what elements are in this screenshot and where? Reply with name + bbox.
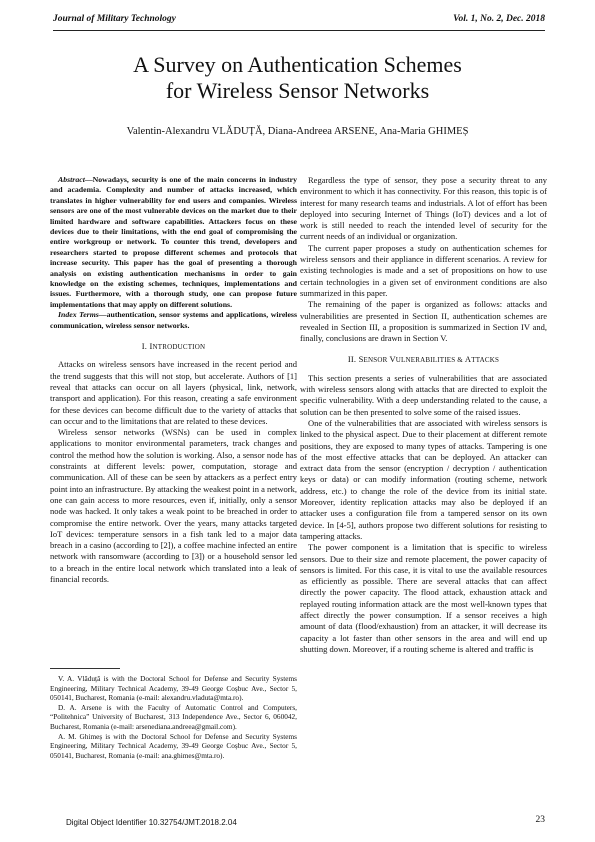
author-list: Valentin-Alexandru VLĂDUȚĂ, Diana-Andreea ARSENE, Ana-Maria GHIMEȘ	[126, 126, 469, 137]
intro-paragraph-2: Wireless sensor networks (WSNs) can be used in complex applications to monitor environmental parameters, track changes and control the method how the solution is working. Also, a sensor node has constraints at different levels: power, computation, storage and communication. All of these can be seen by attackers as a perfect entry point into an infrastructure. By attacking the weakest point in a network, one can gain access to more resources, even if, initially, only a sensor node was hacked. It only takes a weak point to be breached in order to compromise the entire network. Over the years, many attacks targeted IoT devices: temperature sensors in a fish tank led to a major data breach in a casino (according to [2]), a coffee machine infected an entire network with ransomware (according to [3]) or a household sensor led to a breach in the entire local network which translated into a leak of financial records.	[50, 427, 297, 585]
index-terms-text: —authentication, sensor systems and applications, wireless communication, wireless sensor networks.	[50, 310, 297, 330]
vuln-paragraph-3: The power component is a limitation that is specific to wireless sensors. Due to their size and remote placement, the power capacity of sensors is limited. For this case, it is vital to use the available resources as efficiently as possible. There are several attacks that can affect directly the power capacity. The flood attack, exhaustion attack and replayed routing information attack are the most well-known types that affect directly the power consumption. If a sensor receives a high amount of data (flood/exhaustion) from an attacker, it will decrease its capacity a lot faster than other sensors in the area and will end up shutting down. Moreover, if a routing scheme is altered and traffic is	[300, 542, 547, 654]
volume-info: Vol. 1, No. 2, Dec. 2018	[453, 14, 545, 24]
right-column	[300, 175, 547, 655]
footnote-2: D. A. Arsene is with the Faculty of Automatic Control and Computers, “Politehnica” University of Bucharest, 313 Independence Ave., Sector 6, 060042, Bucharest, Romania (e-mail: arsenediana.andreea@gmail.com).	[50, 702, 297, 731]
intro-paragraph-5: The remaining of the paper is organized as follows: attacks and vulnerabilities are presented in Section II, authentication schemes are revealed in Section III, a proposition is summarized in Section IV and, finally, conclusions are drawn in Section V.	[300, 299, 547, 344]
abstract-lead: Abstract	[58, 175, 85, 184]
abstract-text: —Nowadays, security is one of the main concerns in industry and academia. Complexity and number of attacks increased, which translates in higher vulnerability for end users and companies. Wireless sensors are one of the most vulnerable devices on the market due to their limited hardware and software capabilities. Attackers focus on these devices due to their limitations, with the end goal of compromising the entire workgroup or network. To counter this trend, developers and researchers started to propose different schemes and protocols that increase security. This paper has the goal of presenting a thorough analysis on existing authentication mechanisms in order to gain knowledge on the existing schemes, techniques, implementations and issues. Furthermore, with a thorough study, one can propose future implementations that may apply on different solutions.	[50, 175, 297, 309]
index-terms	[50, 310, 297, 331]
intro-paragraph-3: Regardless the type of sensor, they pose a security threat to any environment to which it has connectivity. For this reason, this topic is of interest for many research teams and industrials. A lot of effort has been deployed into securing Internet of Things (IoT) devices and a lot of work is still needed to reach the intended level of security for the current needs of an individual or organization.	[300, 175, 547, 242]
section-heading-vulnerabilities: II. SENSOR VULNERABILITIES & ATTACKS	[347, 354, 500, 365]
doi-footer: Digital Object Identifier 10.32754/JMT.2018.2.04	[66, 818, 237, 827]
intro-paragraph-1: Attacks on wireless sensors have increased in the recent period and the trend suggests that this will not stop, but accelerate. Authors of [1] reveal that attacks can occur on all layers (physical, link, network, transport and application). For this reason, creating a safe environment for these devices can become difficult due to the variety of attacks that can occur and to the limitations that are related to these devices.	[50, 359, 297, 426]
title-line-1: A Survey on Authentication Schemes	[133, 52, 462, 77]
footnote-1: V. A. Vlăduță is with the Doctoral School for Defense and Security Systems Engineering, Military Technical Academy, 39-49 George Coșbuc Ave., Sector 5, 050141, Bucharest, Romania (e-mail: alexandru.vladuta@mta.ro).	[50, 674, 297, 703]
footnote-rule	[50, 668, 120, 669]
left-column	[50, 175, 297, 585]
vuln-paragraph-2: One of the vulnerabilities that are associated with wireless sensors is linked to the physical aspect. Due to their placement at different remote positions, they are exposed to many types of attacks. Tampering is one of the most effective attacks that can be deployed. An attacker can extract data from the sensor (encryption / decryption / authentication keys or data) or can modify information (routing scheme, network address, etc.) to change the role of the device from its initial state. Moreover, identity replication attacks may also be deployed if an attacker uses a configuration file from a tampered sensor on its own device. In [4-5], authors propose two different solutions for resisting to tampering attacks.	[300, 417, 547, 541]
intro-paragraph-4: The current paper proposes a study on authentication schemes for wireless sensors and their appliance in different scenarios. A review for existing technologies is made and a set of propositions on how to use certain technologies in a given set of environment conditions are also summarized in this paper.	[300, 242, 547, 298]
author-footnotes	[50, 674, 297, 760]
page-number: 23	[535, 815, 545, 825]
abstract	[50, 175, 297, 310]
title-line-2: for Wireless Sensor Networks	[165, 78, 430, 103]
footnote-3: A. M. Ghimeș is with the Doctoral School for Defense and Security Systems Engineering, Military Technical Academy, 39-49 George Coșbuc Ave., Sector 5, 050141, Bucharest, Romania (e-mail: ana.ghimes@mta.ro).	[50, 731, 297, 760]
section-heading-introduction: I. INTRODUCTION	[141, 341, 206, 352]
vuln-paragraph-1: This section presents a series of vulnerabilities that are associated with wireless sensors along with attacks that are directed to exploit the specific vulnerability. With a deep understanding related to the cause, a solution can be then presented to solve some of the raised issues.	[300, 372, 547, 417]
index-terms-lead: Index Terms	[58, 310, 99, 320]
header-rule	[53, 30, 545, 31]
paper-title	[0, 52, 595, 104]
journal-name: Journal of Military Technology	[53, 14, 176, 24]
